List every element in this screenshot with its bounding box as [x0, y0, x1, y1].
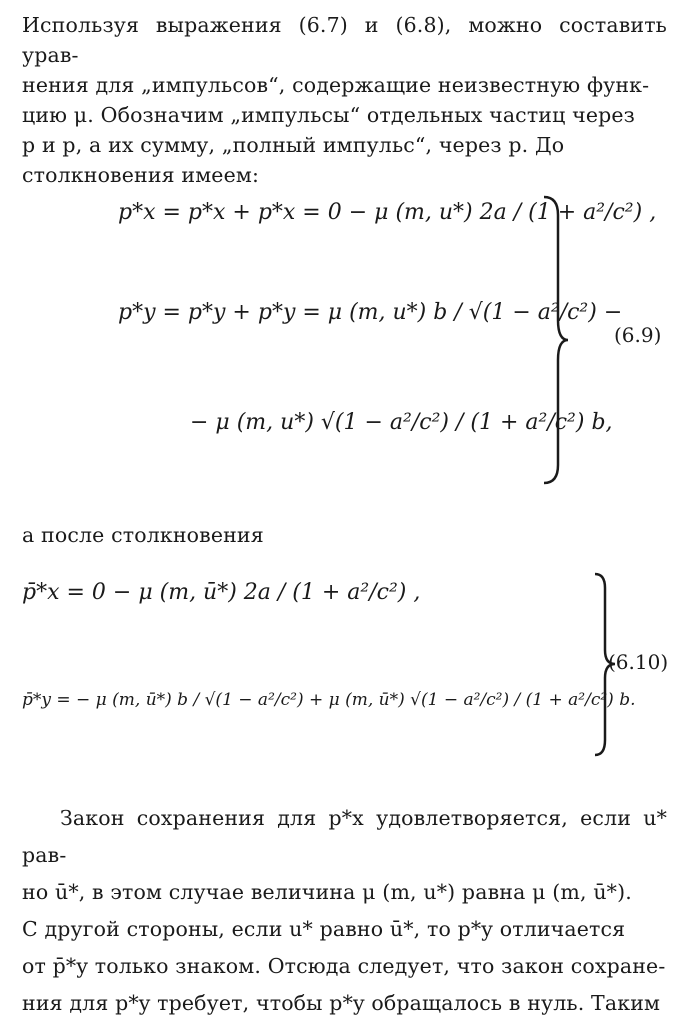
conclusion-line-4: от p̄*y только знаком. Отсюда следует, что закон сохране-	[22, 954, 666, 978]
conclusion-line-2: но ū*, в этом случае величина μ (m, u*) равна μ (m, ū*).	[22, 880, 632, 904]
conclusion-line-3: С другой стороны, если u* равно ū*, то p*y отличается	[22, 917, 626, 941]
intro-line-1: Используя выражения (6.7) и (6.8), можно составить урав-	[22, 13, 667, 67]
conclusion-line-5: ния для p*y требует, чтобы p*y обращалось в нуль. Таким	[22, 991, 661, 1015]
equation-6-9-row-3: − μ (m, u*) √(1 − a²/c²) / (1 + a²/c²) b,	[190, 410, 613, 435]
intro-paragraph	[22, 10, 667, 190]
intro-line-5: столкновения имеем:	[22, 163, 260, 187]
intro-line-4: p и p, а их сумму, „полный импульс“, через p. До	[22, 133, 565, 157]
equation-6-9-row-1: p*x = p*x + p*x = 0 − μ (m, u*) 2a / (1 + a²/c²) ,	[118, 200, 657, 225]
intro-line-2: нения для „импульсов“, содержащие неизвестную функ-	[22, 73, 650, 97]
equation-6-9-row-2: p*y = p*y + p*y = μ (m, u*) b / √(1 − a²/c²) −	[118, 300, 623, 325]
conclusion-paragraph	[22, 800, 667, 1022]
after-collision-line: а после столкновения	[22, 523, 264, 547]
after-collision-text	[22, 520, 667, 550]
equation-6-10-row-1: p̄*x = 0 − μ (m, ū*) 2a / (1 + a²/c²) ,	[22, 580, 421, 605]
equation-6-10-row-2: p̄*y = − μ (m, ū*) b / √(1 − a²/c²) + μ (m, ū*) √(1 − a²/c²) / (1 + a²/c²) b.	[22, 690, 636, 710]
equation-6-10-tag: (6.10)	[608, 650, 669, 674]
conclusion-line-1: Закон сохранения для p*x удовлетворяется, если u* рав-	[22, 806, 667, 867]
equation-6-9-brace	[540, 195, 570, 485]
intro-line-3: цию μ. Обозначим „импульсы“ отдельных частиц через	[22, 103, 635, 127]
equation-6-9-tag: (6.9)	[614, 323, 662, 347]
